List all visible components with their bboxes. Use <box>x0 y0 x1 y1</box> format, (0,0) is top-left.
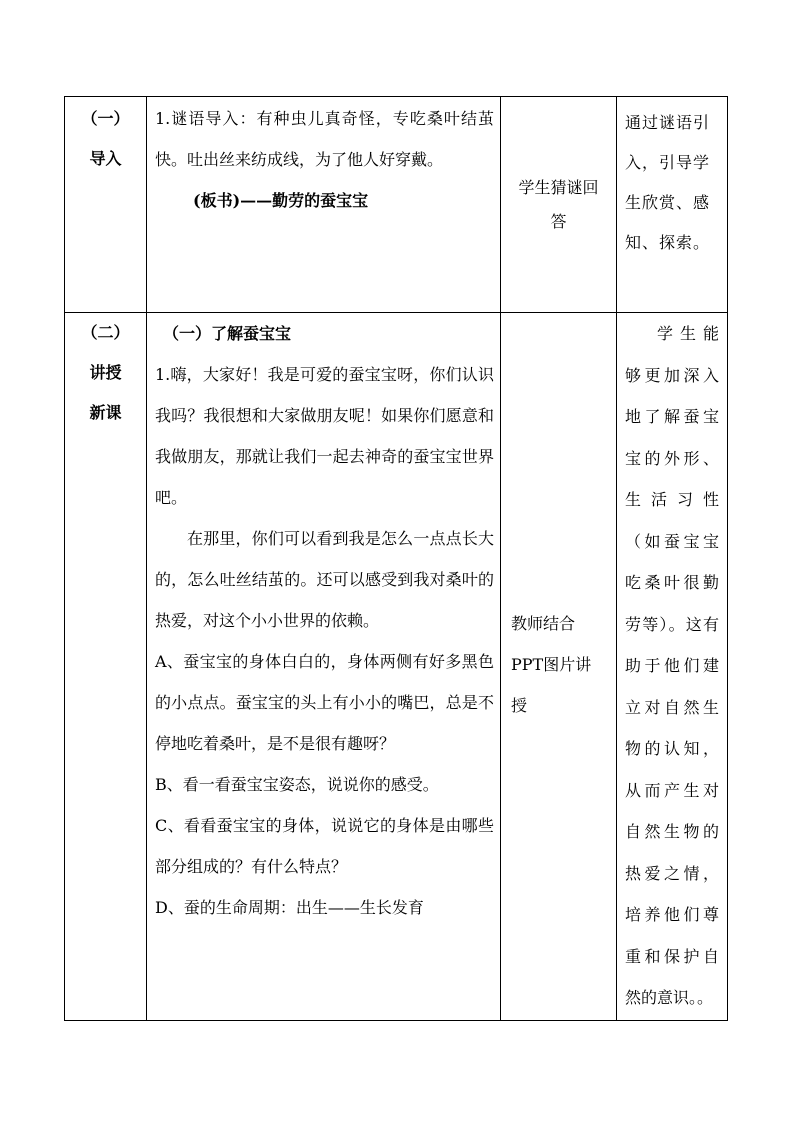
stage-cell <box>65 313 147 1021</box>
stage-title-line1: 讲授 <box>89 363 122 382</box>
teacher-activity-cell <box>501 313 617 1021</box>
world-paragraph: 在那里，你们可以看到我是怎么一点点长大的，怎么吐丝结茧的。还可以感受到我对桑叶的热爱，对这个小小世界的依赖。 <box>155 529 494 630</box>
table-row-lecture <box>65 313 728 1021</box>
lesson-plan-table <box>64 96 728 1021</box>
board-title: (板书)——勤劳的蚕宝宝 <box>193 191 369 210</box>
purpose-text: 通过谜语引入，引导学生欣赏、感知、探索。 <box>625 113 711 252</box>
table-row-intro <box>65 97 728 313</box>
student-activity-text: 学生猜谜回答 <box>518 177 599 231</box>
purpose-cell <box>617 97 728 313</box>
purpose-cell <box>617 313 728 1021</box>
point-d: D、蚕的生命周期：出生——生长发育 <box>155 898 424 917</box>
point-c: C、看看蚕宝宝的身体，说说它的身体是由哪些部分组成的？有什么特点？ <box>155 816 494 876</box>
stage-title-line2: 新课 <box>89 403 122 422</box>
point-a: A、蚕宝宝的身体白白的，身体两侧有好多黑色的小点点。蚕宝宝的头上有小小的嘴巴，总是不停地吃着桑叶，是不是很有趣呀？ <box>155 652 494 753</box>
stage-number: （一） <box>81 109 130 128</box>
purpose-text: 学生能够更加深入地了解蚕宝宝的外形、生活习性（如蚕宝宝吃桑叶很勤劳等）。这有助于他们建立对自然生物的认知，从而产生对自然生物的热爱之情，培养他们尊重和保护自然的意识。。 <box>625 324 719 1007</box>
point-b: B、看一看蚕宝宝姿态，说说你的感受。 <box>155 775 439 794</box>
content-cell <box>147 313 501 1021</box>
stage-title: 导入 <box>89 149 122 168</box>
riddle-text: 1.谜语导入：有种虫儿真奇怪，专吃桑叶结茧快。吐出丝来纺成线，为了他人好穿戴。 <box>155 109 494 169</box>
stage-cell <box>65 97 147 313</box>
teacher-activity-text: 教师结合PPT图片讲授 <box>511 614 592 715</box>
intro-paragraph: 1.嗨，大家好！我是可爱的蚕宝宝呀，你们认识我吗？我很想和大家做朋友呢！如果你们愿意和我做朋友，那就让我们一起去神奇的蚕宝宝世界吧。 <box>155 365 494 507</box>
section-heading: （一）了解蚕宝宝 <box>163 324 292 343</box>
content-cell <box>147 97 501 313</box>
student-activity-cell <box>501 97 617 313</box>
stage-number: （二） <box>81 323 130 342</box>
